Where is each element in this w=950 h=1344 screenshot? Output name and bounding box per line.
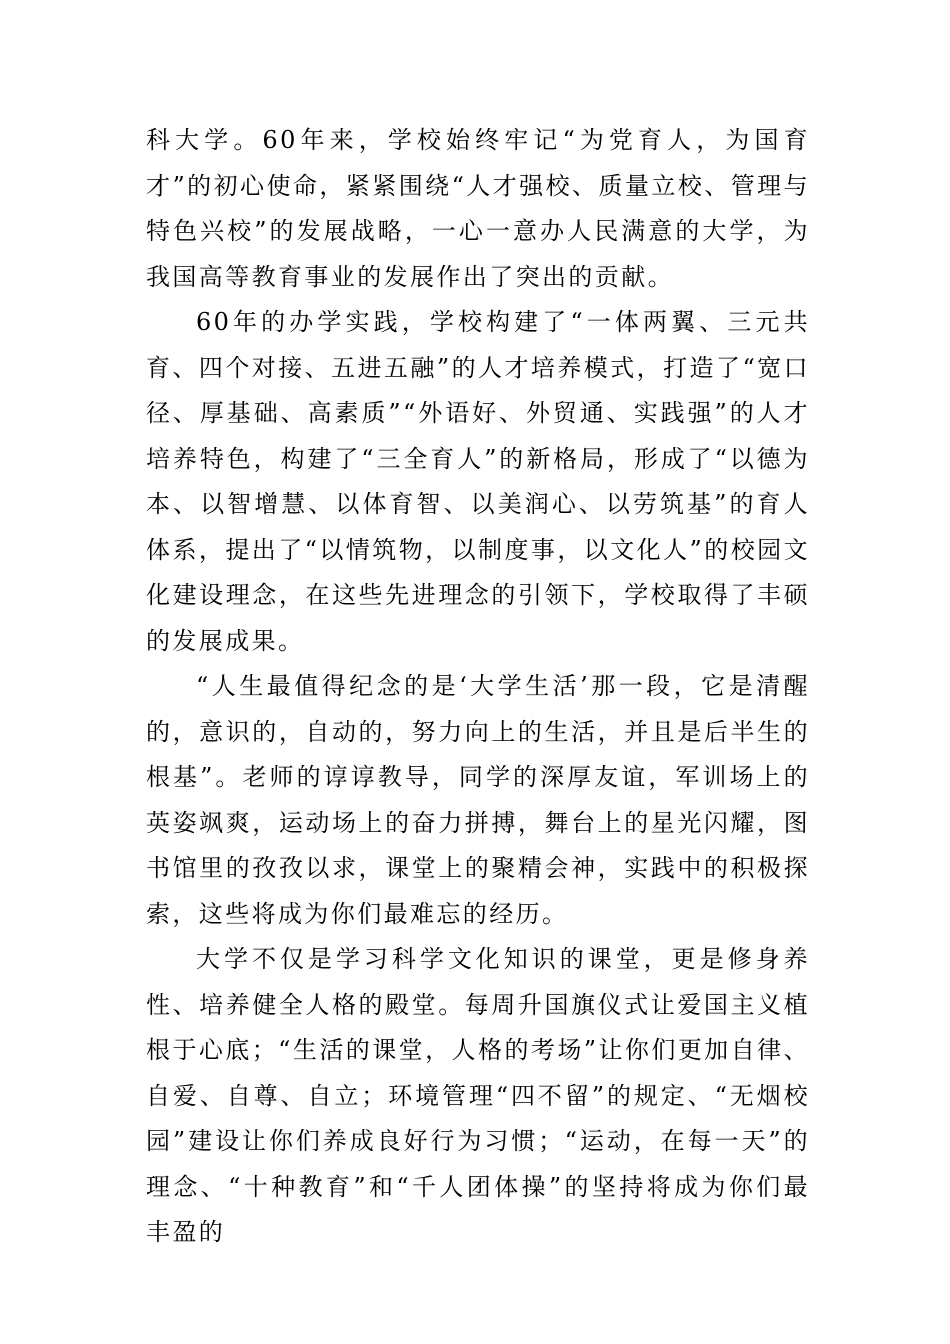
- paragraph-1: 科大学。60年来，学校始终牢记“为党育人，为国育才”的初心使命，紧紧围绕“人才强校、质量立校、管理与特色兴校”的发展战略，一心一意办人民满意的大学，为我国高等教育事业的发展作出了突出的贡献。: [146, 126, 810, 291]
- paragraph-4: 大学不仅是学习科学文化知识的课堂，更是修身养性、培养健全人格的殿堂。每周升国旗仪式让爱国主义植根于心底；“生活的课堂，人格的考场”让你们更加自律、自爱、自尊、自立；环境管理“四不留”的规定、“无烟校园”建设让你们养成良好行为习惯；“运动，在每一天”的理念、“十种教育”和“千人团体操”的坚持将成为你们最丰盈的: [146, 945, 810, 1246]
- document-body: [146, 118, 810, 1256]
- paragraph-3: “人生最值得纪念的是‘大学生活’那一段，它是清醒的，意识的，自动的，努力向上的生活，并且是后半生的根基”。老师的谆谆教导，同学的深厚友谊，军训场上的英姿飒爽，运动场上的奋力拼搏，舞台上的星光闪耀，图书馆里的孜孜以求，课堂上的聚精会神，实践中的积极探索，这些将成为你们最难忘的经历。: [146, 672, 810, 928]
- paragraph-2: 60年的办学实践，学校构建了“一体两翼、三元共育、四个对接、五进五融”的人才培养模式，打造了“宽口径、厚基础、高素质”“外语好、外贸通、实践强”的人才培养特色，构建了“三全育人”的新格局，形成了“以德为本、以智增慧、以体育智、以美润心、以劳筑基”的育人体系，提出了“以情筑物，以制度事，以文化人”的校园文化建设理念，在这些先进理念的引领下，学校取得了丰硕的发展成果。: [146, 308, 810, 655]
